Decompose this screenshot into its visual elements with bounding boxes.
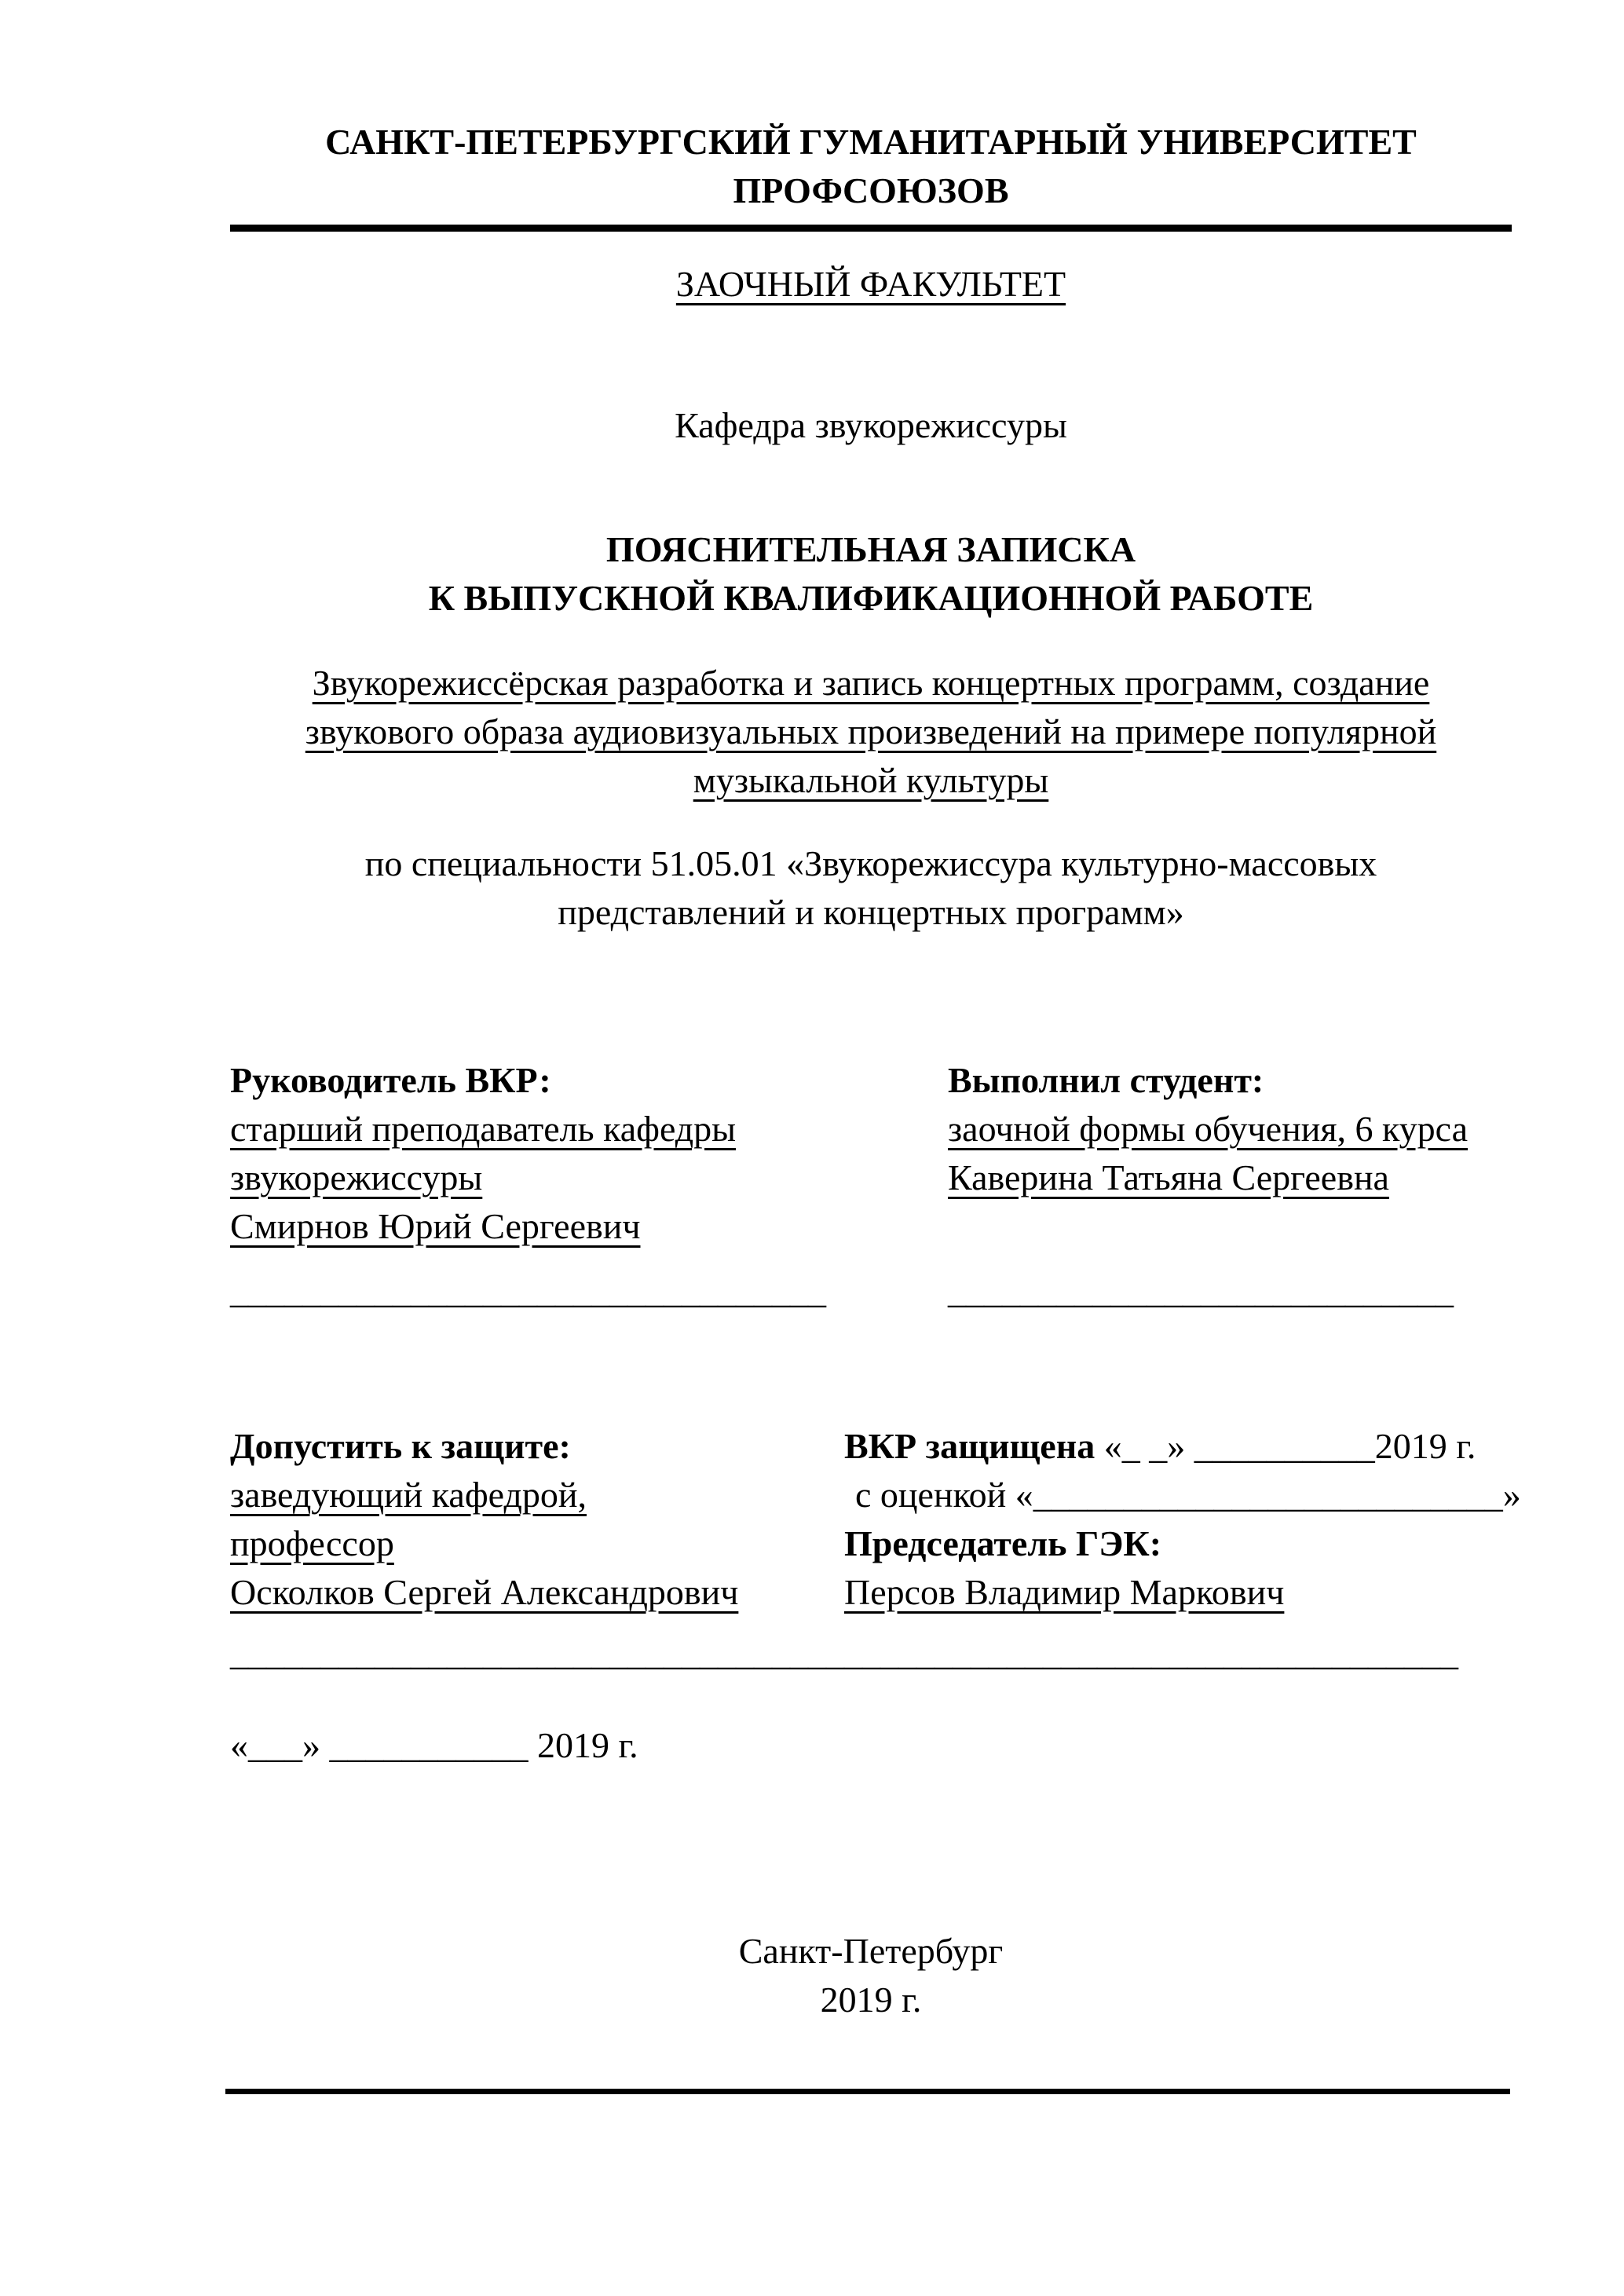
admission-date-line: «___» ___________ 2019 г. (230, 1725, 638, 1765)
faculty-line (230, 260, 1512, 309)
theme-line: Звукорежиссёрская разработка и запись концертных программ, создание (312, 663, 1430, 703)
defense-date-blanks: «_ _» __________2019 г. (1103, 1426, 1476, 1466)
university-header (230, 118, 1512, 232)
admission-line: Осколков Сергей Александрович (230, 1572, 739, 1612)
supervisor-block (230, 1056, 948, 1315)
specialty-line: представлений и концертных программ» (558, 892, 1184, 932)
footer (230, 1927, 1512, 2024)
admission-defense-row (230, 1422, 1521, 1677)
admission-block (230, 1422, 844, 1677)
theme-line: звукового образа аудиовизуальных произведений на примере популярной (305, 711, 1437, 751)
student-block (948, 1056, 1512, 1315)
defense-grade-line: с оценкой «__________________________» (855, 1475, 1521, 1515)
department-name: Кафедра звукорежиссуры (675, 405, 1067, 445)
doc-title-line1: ПОЯСНИТЕЛЬНАЯ ЗАПИСКА (605, 529, 1136, 569)
doc-title (230, 525, 1512, 623)
admission-label: Допустить к защите: (230, 1426, 571, 1466)
specialty-block (230, 839, 1512, 937)
footer-year: 2019 г. (820, 1980, 922, 2020)
doc-title-line2: К ВЫПУСКНОЙ КВАЛИФИКАЦИОННОЙ РАБОТЕ (428, 578, 1314, 618)
defense-date-line (844, 1422, 1521, 1471)
faculty-name: ЗАОЧНЫЙ ФАКУЛЬТЕТ (675, 264, 1066, 304)
admission-line: профессор (230, 1523, 394, 1563)
chairman-name-line: Персов Владимир Маркович (844, 1572, 1285, 1612)
supervisor-student-row (230, 1056, 1512, 1315)
admission-line: заведующий кафедрой, (230, 1475, 587, 1515)
thesis-theme (230, 659, 1512, 805)
chairman-signature-line: __________________________________ (844, 1632, 1458, 1673)
student-line: Каверина Татьяна Сергеевна (948, 1157, 1389, 1197)
supervisor-signature-line: _________________________________ (230, 1270, 826, 1311)
bottom-rule (225, 2089, 1510, 2094)
chairman-label: Председатель ГЭК: (844, 1523, 1162, 1563)
specialty-line: по специальности 51.05.01 «Звукорежиссура культурно-массовых (364, 843, 1377, 883)
supervisor-line: звукорежиссуры (230, 1157, 483, 1197)
student-line: заочной формы обучения, 6 курса (948, 1109, 1469, 1149)
student-label: Выполнил студент: (948, 1060, 1264, 1100)
supervisor-label: Руководитель ВКР: (230, 1060, 551, 1100)
admission-signature-line: __________________________________ (230, 1632, 844, 1673)
student-signature-line: ____________________________ (948, 1270, 1454, 1311)
university-name: САНКТ-ПЕТЕРБУРГСКИЙ ГУМАНИТАРНЫЙ УНИВЕРСИТЕТ ПРОФСОЮЗОВ (325, 122, 1417, 210)
defense-block (844, 1422, 1521, 1677)
supervisor-line: Смирнов Юрий Сергеевич (230, 1206, 641, 1246)
footer-city: Санкт-Петербург (738, 1931, 1004, 1971)
defense-label: ВКР защищена (844, 1426, 1095, 1466)
theme-line: музыкальной культуры (693, 760, 1049, 800)
department-line (230, 401, 1512, 450)
supervisor-line: старший преподаватель кафедры (230, 1109, 737, 1149)
